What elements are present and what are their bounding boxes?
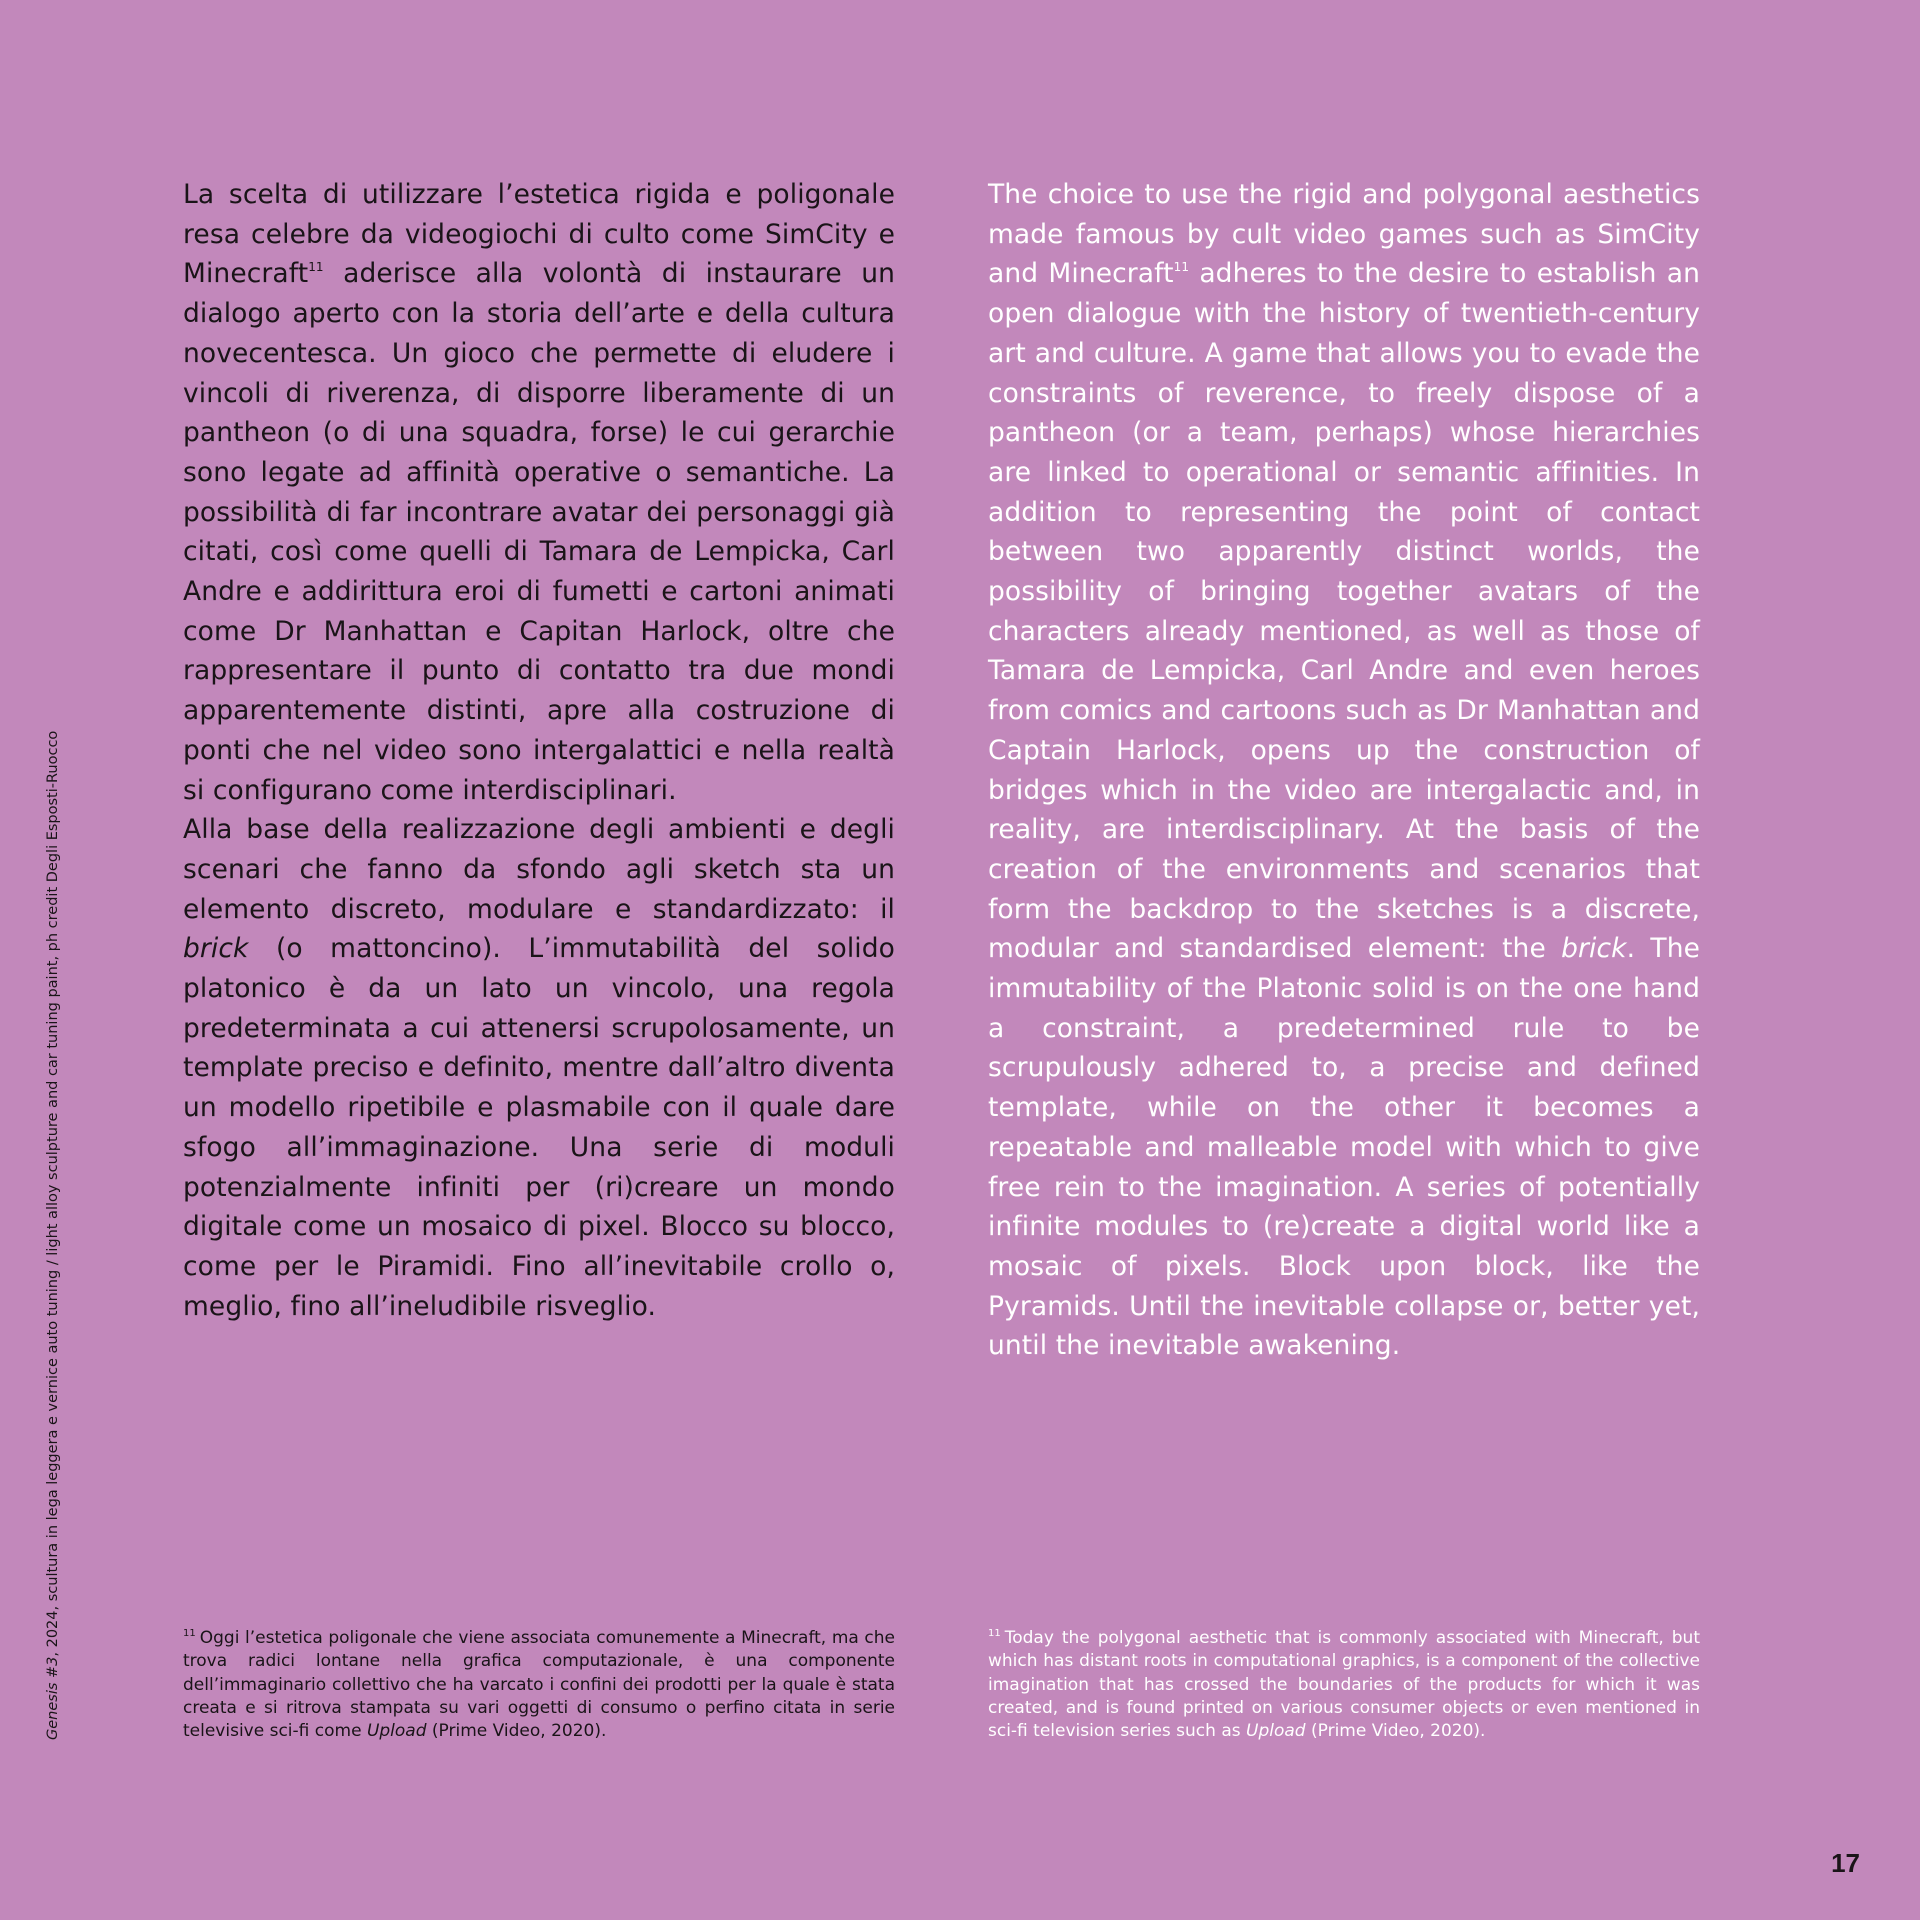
italian-paragraph-1: La scelta di utilizzare l’estetica rigida e poligonale resa celebre da videogiochi di culto come SimCity e Minecraft$^{11}$ aderisce alla volontà di instaurare un dialogo aperto con la storia dell’arte e della cultura novecentesca. Un gioco che permette di eludere i vincoli di riverenza, di disporre liberamente di un pantheon (o di una squadra, forse) le cui gerarchie sono legate ad affinità operative o semantiche. La possibilità di far incontrare avatar dei personaggi già citati, così come quelli di Tamara de Lempicka, Carl Andre e addirittura eroi di fumetti e cartoni animati come Dr Manhattan e Capitan Harlock, oltre che rappresentare il punto di contatto tra due mondi apparentemente distinti, apre alla costruzione di ponti che nel video sono intergalattici e nella realtà si configurano come interdisciplinari. — [183, 179, 895, 806]
italian-paragraph-2: Alla base della realizzazione degli ambienti e degli scenari che fanno da sfondo agli sketch sta un elemento discreto, modulare e standardizzato: il brick (o mattoncino). L’immutabilità del solido platonico è da un lato un vincolo, una regola predeterminata a cui attenersi scrupolosamente, un template preciso e definito, mentre dall’altro diventa un modello ripetibile e plasmabile con il quale dare sfogo all’immaginazione. Una serie di moduli potenzialmente infiniti per (ri)creare un mondo digitale come un mosaico di pixel. Blocco su blocco, come per le Piramidi. Fino all’inevitabile crollo o, meglio, fino all’ineludibile risveglio. — [183, 814, 895, 1322]
brick-term: brick — [1561, 933, 1627, 965]
footnote-ref: 11 — [308, 259, 324, 274]
brick-term: brick — [183, 933, 249, 965]
footnote-number: 11 — [183, 1628, 196, 1640]
footnote-ref: 11 — [1173, 259, 1190, 274]
english-footnote: $^{11}$ Today the polygonal aesthetic that is commonly associated with Minecraft, but which has distant roots in computational graphics, is a component of the collective imagination that has crossed the boundaries of the products for which it was created, and is found printed on various consumer objects or even mentioned in sci-fi television series such as Upload (Prime Video, 2020). — [988, 1628, 1700, 1742]
italian-footnote: $^{11}$ Oggi l’estetica poligonale che viene associata comunemente a Minecraft, ma che trova radici lontane nella grafica computazionale, è una componente dell’immaginario collettivo che ha varcato i confini dei prodotti per la quale è stata creata e si ritrova stampata su vari oggetti di consumo o perfino citata in serie televisive sci-fi come Upload (Prime Video, 2020). — [183, 1628, 895, 1742]
english-text-column — [988, 175, 1700, 1366]
page-number: 17 — [1831, 1848, 1860, 1878]
artwork-title: Genesis #3 — [45, 1656, 61, 1740]
footnote-number: 11 — [988, 1628, 1001, 1640]
english-paragraph-1: The choice to use the rigid and polygonal aesthetics made famous by cult video games such as SimCity and Minecraft$^{11}$ adheres to the desire to establish an open dialogue with the history of twentieth-century art and culture. A game that allows you to evade the constraints of reverence, to freely dispose of a pantheon (or a team, perhaps) whose hierarchies are linked to operational or semantic affinities. In addition to representing the point of contact between two apparently distinct worlds, the possibility of bringing together avatars of the characters already mentioned, as well as those of Tamara de Lempicka, Carl Andre and even heroes from comics and cartoons such as Dr Manhattan and Captain Harlock, opens up the construction of bridges which in the video are intergalactic and, in reality, are interdisciplinary. At the basis of the creation of the environments and scenarios that form the backdrop to the sketches is a discrete, modular and standardised element: the brick. The immutability of the Platonic solid is on the one hand a constraint, a predetermined rule to be scrupulously adhered to, a precise and defined template, while on the other it becomes a repeatable and malleable model with which to give free rein to the imagination. A series of potentially infinite modules to (re)create a digital world like a mosaic of pixels. Block upon block, like the Pyramids. Until the inevitable collapse or, better yet, until the inevitable awakening. — [988, 179, 1700, 1362]
vertical-image-caption: Genesis #3, 2024, scultura in lega leggera e vernice auto tuning / light alloy sculpture and car tuning paint, ph credit Degli Esposti-Ruocco — [45, 730, 61, 1740]
italian-text-column — [183, 175, 895, 1326]
